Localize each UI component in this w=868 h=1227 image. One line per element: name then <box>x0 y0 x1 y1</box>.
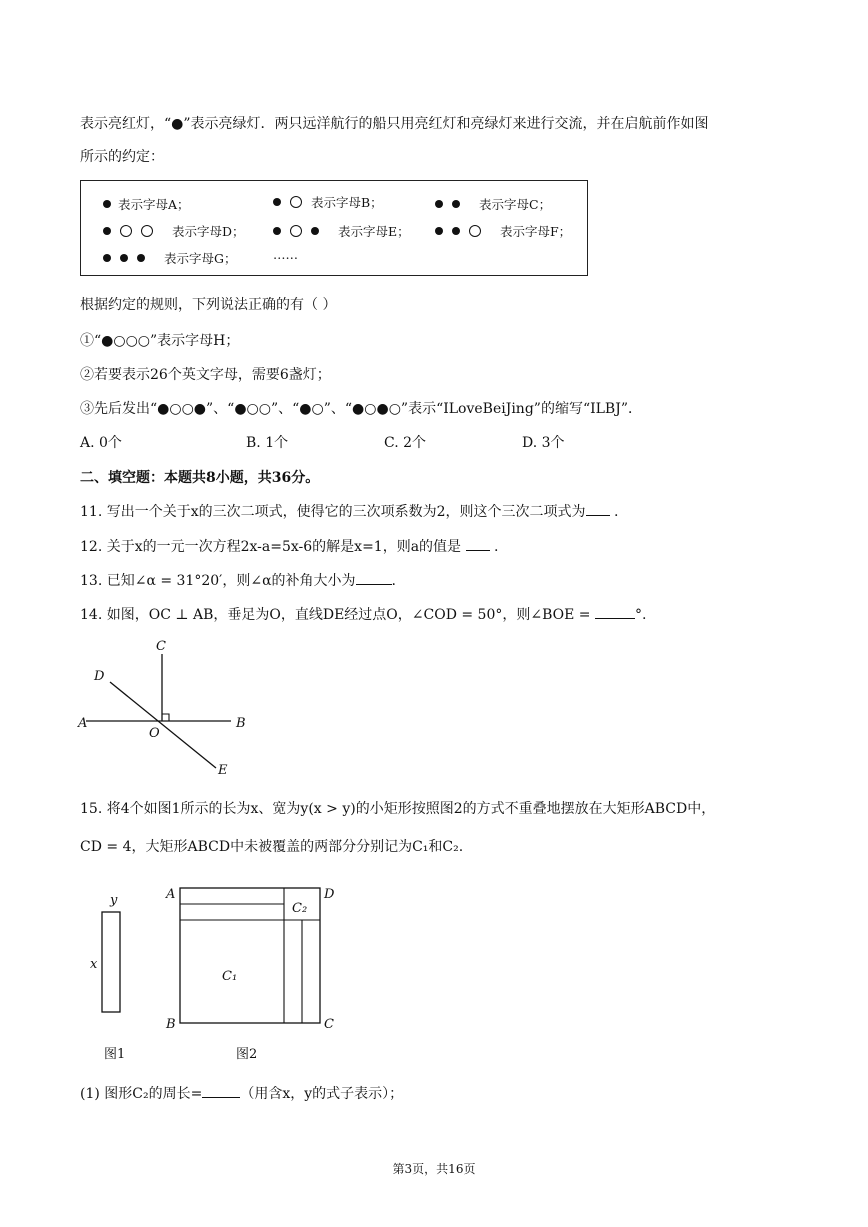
fig2-label-c1: C₁ <box>222 969 238 984</box>
filled-dot-icon <box>120 254 128 262</box>
fig1-label-x: x <box>90 957 98 972</box>
label-c: C <box>156 639 166 654</box>
intro-line-2: 所示的约定： <box>80 149 164 165</box>
q10-statement-2: ②若要表示26个英文字母，需要6盏灯； <box>80 367 331 383</box>
q10-statement-1: ①“●○○○”表示字母H； <box>80 333 240 349</box>
q12-text: 12. 关于x的一元一次方程2x-a=5x-6的解是x=1，则a的值是 <box>80 539 462 555</box>
figure-1 <box>86 890 136 1065</box>
q15-line-1: 15. 将4个如图1所示的长为x、宽为y(x > y)的小矩形按照图2的方式不重叠地摆放在大矩形ABCD中， <box>80 801 716 817</box>
legend-label: 表示字母D； <box>172 224 245 239</box>
q15-sub1-text: (1) 图形C₂的周长= <box>80 1086 203 1102</box>
filled-dot-icon <box>103 254 111 262</box>
answer-blank <box>466 550 490 551</box>
fig2-label-b: B <box>166 1017 176 1032</box>
legend-cell-ellipsis <box>273 247 298 262</box>
q11: 11. 写出一个关于x的三次二项式，使得它的三次项系数为2，则这个三次二项式为 . <box>80 504 619 520</box>
q10-option-c: C. 2个 <box>384 435 427 451</box>
legend-box <box>80 180 588 276</box>
legend-label: 表示字母A； <box>118 197 190 212</box>
legend-cell-b <box>273 193 383 211</box>
q14-text: 14. 如图，OC ⊥ AB，垂足为O，直线DE经过点O，∠COD = 50°，则∠BOE = <box>80 607 591 623</box>
label-o: O <box>149 726 160 741</box>
hollow-circle-icon <box>290 196 302 208</box>
label-e: E <box>218 763 228 778</box>
legend-ellipsis: …… <box>273 247 298 262</box>
fig1-caption: 图1 <box>104 1047 126 1062</box>
figure-2 <box>162 880 347 1065</box>
intro-line-1: 表示亮红灯，“●”表示亮绿灯．两只远洋航行的船只用亮红灯和亮绿灯来进行交流，并在启航前作如图 <box>80 116 709 132</box>
legend-label: 表示字母G； <box>164 251 237 266</box>
filled-dot-icon <box>435 200 443 208</box>
filled-dot-icon <box>452 200 460 208</box>
answer-blank <box>356 584 392 585</box>
label-b: B <box>236 716 246 731</box>
q15-sub-1 <box>80 1083 403 1103</box>
q10-option-d: D. 3个 <box>522 435 565 451</box>
q14: 14. 如图，OC ⊥ AB，垂足为O，直线DE经过点O，∠COD = 50°，则∠BOE = °. <box>80 607 647 623</box>
q10-statement-3: ③先后发出“●○○●”、“●○○”、“●○”、“●○●○”表示“ILoveBeiJing”的缩写“ILBJ”． <box>80 401 642 417</box>
filled-dot-icon <box>103 227 111 235</box>
label-d: D <box>94 669 105 684</box>
q10-stem: 根据约定的规则，下列说法正确的有（ ） <box>80 297 337 313</box>
filled-dot-icon <box>137 254 145 262</box>
q13-text: 13. 已知∠α = 31°20′，则∠α的补角大小为 <box>80 573 356 589</box>
q10-option-a: A. 0个 <box>80 435 122 451</box>
label-a: A <box>78 716 88 731</box>
legend-label: 表示字母C； <box>479 197 552 212</box>
hollow-circle-icon <box>141 225 153 237</box>
fig2-caption: 图2 <box>236 1047 258 1062</box>
legend-cell-d <box>103 222 245 240</box>
filled-dot-icon <box>103 200 111 208</box>
legend-label: 表示字母E； <box>338 224 410 239</box>
q13: 13. 已知∠α = 31°20′，则∠α的补角大小为 . <box>80 573 396 589</box>
legend-cell-a <box>103 195 190 213</box>
q12: 12. 关于x的一元一次方程2x-a=5x-6的解是x=1，则a的值是 . <box>80 539 499 555</box>
hollow-circle-icon <box>469 225 481 237</box>
fig1-label-y: y <box>110 893 118 908</box>
q11-text: 11. 写出一个关于x的三次二项式，使得它的三次项系数为2，则这个三次二项式为 <box>80 504 586 520</box>
legend-cell-e <box>273 222 410 240</box>
section-heading: 二、填空题：本题共8小题，共36分。 <box>80 470 320 486</box>
legend-cell-g <box>103 249 237 267</box>
q14-figure <box>76 636 266 781</box>
hollow-circle-icon <box>120 225 132 237</box>
fig2-label-d: D <box>324 887 335 902</box>
legend-cell-c <box>435 195 551 213</box>
q10-option-b: B. 1个 <box>246 435 289 451</box>
legend-label: 表示字母B； <box>311 195 383 210</box>
fig2-label-c2: C₂ <box>292 901 308 916</box>
q15-sub1-tail: （用含x，y的式子表示）； <box>240 1086 404 1102</box>
page-footer: 第3页，共16页 <box>392 1162 476 1176</box>
answer-blank <box>586 515 610 516</box>
fig2-label-c: C <box>324 1017 334 1032</box>
filled-dot-icon <box>311 227 319 235</box>
legend-label: 表示字母F； <box>500 224 572 239</box>
filled-dot-icon <box>452 227 460 235</box>
filled-dot-icon <box>273 198 281 206</box>
answer-blank <box>595 618 635 619</box>
filled-dot-icon <box>435 227 443 235</box>
q15-line-2: CD = 4，大矩形ABCD中未被覆盖的两部分分别记为C₁和C₂. <box>80 839 464 855</box>
answer-blank <box>202 1097 240 1098</box>
filled-dot-icon <box>273 227 281 235</box>
fig2-label-a: A <box>166 887 176 902</box>
hollow-circle-icon <box>290 225 302 237</box>
legend-cell-f <box>435 222 571 240</box>
